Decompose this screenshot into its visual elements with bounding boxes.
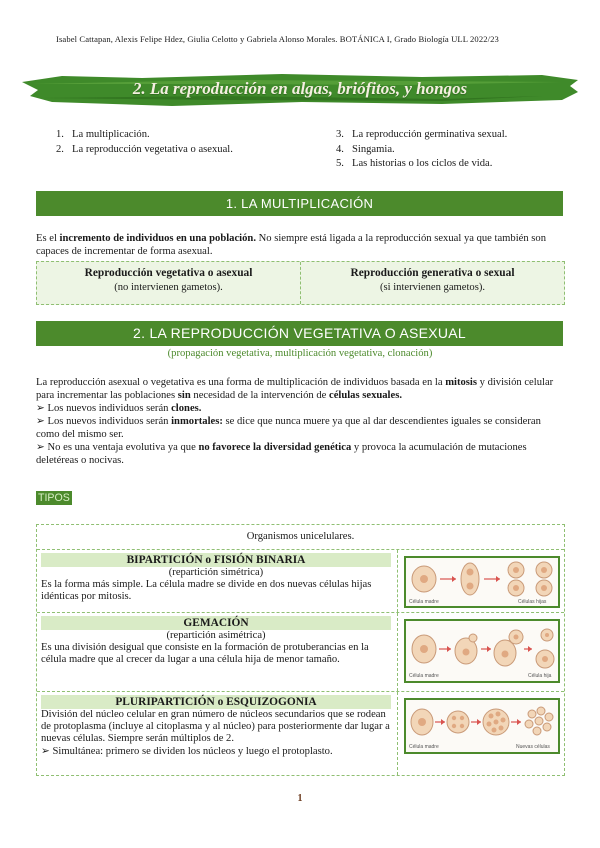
row-description: Es una división desigual que consiste en la formación de protuberancias en la célula madre que al crecer da lugar a una célula hija de menor tamaño. xyxy=(41,642,369,666)
compare-sexual: Reproducción generativa o sexual (si intervienen gametos). xyxy=(300,262,564,304)
row-description: Es la forma más simple. La célula madre se divide en dos nuevas células hijas idénticas por mitosis. xyxy=(41,579,372,603)
row-subtitle: (repartición asimétrica) xyxy=(166,630,266,641)
running-header: Isabel Cattapan, Alexis Felipe Hdez, Giulia Celotto y Gabriela Alonso Morales. BOTÁNICA I, Grado Biología ULL 2022/23 xyxy=(56,34,499,44)
toc-item: 5. Las historias o los ciclos de vida. xyxy=(336,158,493,169)
page-number: 1 xyxy=(297,793,303,804)
figure-label-right: Células hijas xyxy=(518,599,547,605)
row-title: GEMACIÓN xyxy=(41,616,391,630)
row-bullet: ➢ Simultánea: primero se dividen los núcleos y luego el protoplasto. xyxy=(41,745,333,757)
toc-right xyxy=(336,128,507,172)
section-1-paragraph: Es el incremento de individuos en una población. No siempre está ligada a la reproducción sexual ya que también son capaces de incrementar de forma asexual. xyxy=(36,233,547,257)
compare-asexual: Reproducción vegetativa o asexual (no intervienen gametos). xyxy=(84,267,253,293)
figure-label-left: Célula madre xyxy=(409,744,439,750)
page-title: 2. La reproducción en algas, briófitos, y hongos xyxy=(132,79,468,98)
toc-item: 3. La reproducción germinativa sexual. xyxy=(336,129,508,140)
toc-item: 1. La multiplicación. xyxy=(56,129,150,140)
figure-label-left: Célula madre xyxy=(409,673,439,679)
budding-illustration xyxy=(404,619,560,683)
table-row-biparticion xyxy=(37,550,564,613)
binary-fission-illustration xyxy=(404,556,560,608)
section-2-body xyxy=(36,376,564,467)
bullet-immortal: ➢ Los nuevos individuos serán inmortales: se dice que nunca muere ya que al dar descendientes iguales se consideran como del mismo ser. xyxy=(36,416,541,440)
figure-label-left: Célula madre xyxy=(409,599,439,605)
reproduction-compare-box xyxy=(36,261,565,305)
table-header: Organismos unicelulares. xyxy=(37,525,564,550)
row-figure-cell xyxy=(397,550,565,612)
row-figure-cell xyxy=(397,692,565,775)
tipos-label: TIPOS xyxy=(38,492,70,504)
table-row-gemacion xyxy=(37,613,564,692)
row-title: BIPARTICIÓN o FISIÓN BINARIA xyxy=(41,553,391,567)
toc-item: 4. Singamia. xyxy=(336,143,395,155)
section-1-heading: 1. LA MULTIPLICACIÓN xyxy=(36,191,563,216)
toc-item: 2. La reproducción vegetativa o asexual. xyxy=(56,143,233,155)
row-text xyxy=(37,613,395,691)
row-figure-cell xyxy=(397,613,565,691)
row-text xyxy=(37,550,395,612)
section-2-paragraph: La reproducción asexual o vegetativa es una forma de multiplicación de individuos basada en la mitosis y división celular para incrementar las poblaciones sin necesidad de la intervención de células sexuales. xyxy=(36,377,554,401)
bullet-clones: ➢ Los nuevos individuos serán clones. xyxy=(36,403,202,414)
row-subtitle: (repartición simétrica) xyxy=(168,567,264,578)
bullet-diversity: ➢ No es una ventaja evolutiva ya que no favorece la diversidad genética y provoca la acumulación de mutaciones deletéreas o nocivas. xyxy=(36,442,527,466)
figure-label-right: Nuevas células xyxy=(516,744,550,750)
tipos-table xyxy=(36,524,565,776)
row-text xyxy=(37,692,395,775)
schizogony-illustration xyxy=(404,698,560,754)
section-2-heading: 2. LA REPRODUCCIÓN VEGETATIVA O ASEXUAL xyxy=(36,321,563,346)
row-title: PLURIPARTICIÓN o ESQUIZOGONIA xyxy=(41,695,391,709)
table-row-pluriparticion xyxy=(37,692,564,775)
figure-label-right: Célula hija xyxy=(528,673,552,679)
toc-left xyxy=(56,128,233,157)
section-2-subtitle: (propagación vegetativa, multiplicación vegetativa, clonación) xyxy=(167,348,433,359)
row-description: División del núcleo celular en gran número de núcleos secundarios que se rodean de protoplasma (incluye al citoplasma y al núcleo) para posteriormente dar lugar a nuevas células. Siempre serán múltiplos de 2. xyxy=(41,709,390,745)
